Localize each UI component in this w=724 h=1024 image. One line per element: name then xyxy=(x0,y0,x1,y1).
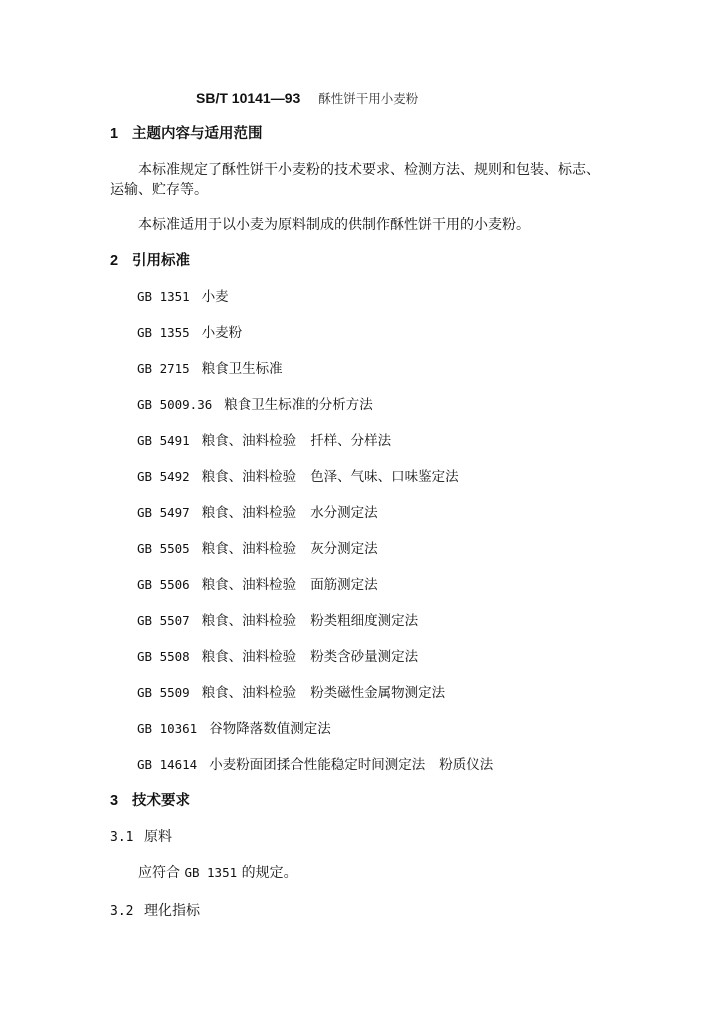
section-title: 主题内容与适用范围 xyxy=(132,126,263,142)
reference-code: GB 5505 xyxy=(137,541,190,556)
reference-code: GB 1351 xyxy=(137,289,190,304)
reference-subtitle: 粉类含砂量测定法 xyxy=(310,649,419,665)
paragraph-line: 本标准规定了酥性饼干小麦粉的技术要求、检测方法、规则和包装、标志、 xyxy=(138,162,600,178)
reference-code: GB 5491 xyxy=(137,433,190,448)
reference-item xyxy=(137,323,242,343)
section-1-heading xyxy=(110,124,263,144)
section-title: 技术要求 xyxy=(132,793,190,809)
standard-code: SB/T 10141—93 xyxy=(196,90,301,106)
reference-code: GB 5506 xyxy=(137,577,190,592)
reference-title: 粮食、油料检验 xyxy=(201,685,297,701)
text-fragment: 应符合 xyxy=(138,865,180,881)
reference-code: GB 5492 xyxy=(137,469,190,484)
reference-code: GB 10361 xyxy=(137,721,198,736)
section-number: 2 xyxy=(110,253,119,269)
reference-title: 小麦 xyxy=(201,289,229,305)
paragraph-line: 运输、贮存等。 xyxy=(110,182,208,198)
standard-title: 酥性饼干用小麦粉 xyxy=(318,91,419,106)
reference-code: GB 5508 xyxy=(137,649,190,664)
reference-subtitle: 水分测定法 xyxy=(310,505,378,521)
reference-item xyxy=(137,503,378,523)
reference-code: GB 1351 xyxy=(184,865,238,880)
reference-title: 小麦粉 xyxy=(201,325,243,341)
reference-title: 粮食、油料检验 xyxy=(201,613,297,629)
subsection-3-2-heading xyxy=(110,901,200,922)
reference-subtitle: 扦样、分样法 xyxy=(310,433,392,449)
reference-item xyxy=(137,467,459,487)
reference-title: 粮食、油料检验 xyxy=(201,577,297,593)
subsection-number: 3.1 xyxy=(110,830,134,845)
section-2-heading xyxy=(110,251,190,271)
reference-code: GB 5497 xyxy=(137,505,190,520)
reference-code: GB 1355 xyxy=(137,325,190,340)
reference-item xyxy=(137,287,229,307)
reference-subtitle: 色泽、气味、口味鉴定法 xyxy=(310,469,459,485)
section-title: 引用标准 xyxy=(132,253,190,269)
paragraph-line xyxy=(138,863,298,883)
reference-title: 粮食卫生标准 xyxy=(201,361,283,377)
reference-item xyxy=(137,755,493,775)
reference-code: GB 14614 xyxy=(137,757,198,772)
section-3-heading xyxy=(110,791,190,811)
reference-item xyxy=(137,719,331,739)
section-number: 3 xyxy=(110,793,119,809)
reference-item xyxy=(137,431,391,451)
reference-subtitle: 面筋测定法 xyxy=(310,577,378,593)
reference-subtitle: 粉类磁性金属物测定法 xyxy=(310,685,446,701)
reference-title: 小麦粉面团揉合性能稳定时间测定法 xyxy=(209,757,426,773)
subsection-title: 原料 xyxy=(144,829,172,845)
reference-code: GB 5507 xyxy=(137,613,190,628)
reference-title: 粮食、油料检验 xyxy=(201,469,297,485)
reference-code: GB 5509 xyxy=(137,685,190,700)
reference-item xyxy=(137,539,378,559)
reference-title: 粮食卫生标准的分析方法 xyxy=(224,397,373,413)
subsection-number: 3.2 xyxy=(110,904,134,919)
reference-code: GB 5009.36 xyxy=(137,397,213,412)
reference-item xyxy=(137,647,418,667)
subsection-title: 理化指标 xyxy=(144,903,200,919)
reference-subtitle: 粉类粗细度测定法 xyxy=(310,613,419,629)
subsection-3-1-heading xyxy=(110,827,172,848)
section-number: 1 xyxy=(110,126,119,142)
reference-item xyxy=(137,611,418,631)
reference-title: 粮食、油料检验 xyxy=(201,541,297,557)
reference-item xyxy=(137,683,445,703)
reference-title: 谷物降落数值测定法 xyxy=(209,721,331,737)
reference-title: 粮食、油料检验 xyxy=(201,505,297,521)
reference-subtitle: 粉质仪法 xyxy=(439,757,494,773)
reference-title: 粮食、油料检验 xyxy=(201,649,297,665)
document-header xyxy=(196,88,418,109)
reference-item xyxy=(137,575,378,595)
text-fragment: 的规定。 xyxy=(241,865,298,881)
reference-title: 粮食、油料检验 xyxy=(201,433,297,449)
paragraph-line: 本标准适用于以小麦为原料制成的供制作酥性饼干用的小麦粉。 xyxy=(138,217,530,233)
reference-item xyxy=(137,395,373,415)
reference-code: GB 2715 xyxy=(137,361,190,376)
reference-subtitle: 灰分测定法 xyxy=(310,541,378,557)
reference-item xyxy=(137,359,283,379)
